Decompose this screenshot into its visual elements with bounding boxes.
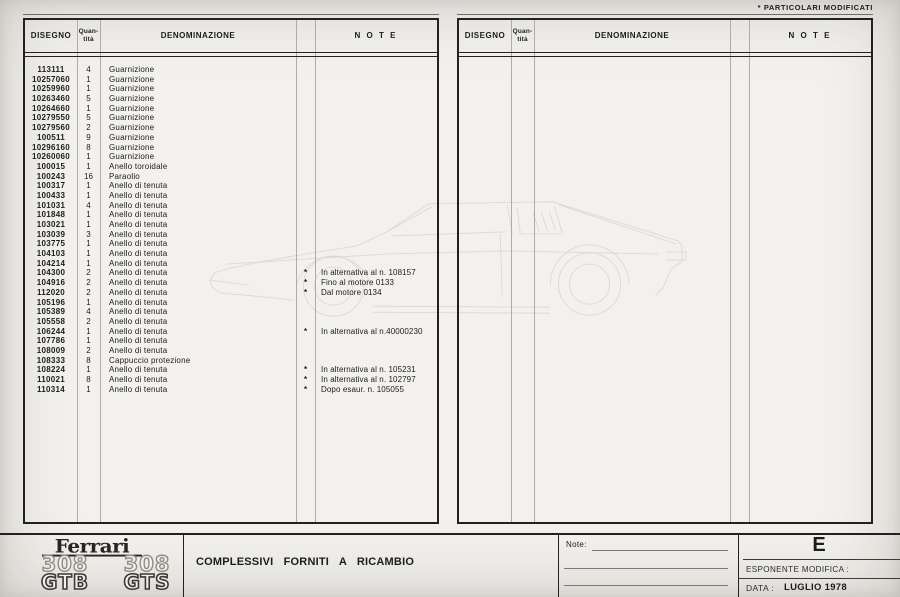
part-denomination: Anello di tenuta	[109, 316, 168, 326]
part-note	[315, 75, 437, 85]
part-number: 112020	[36, 287, 66, 297]
part-note	[315, 143, 437, 153]
table-row	[25, 385, 437, 395]
part-note: In alternativa al n. 105231	[321, 365, 416, 375]
modified-marker	[296, 84, 315, 94]
table-row	[25, 65, 437, 75]
part-number: 101031	[36, 200, 66, 210]
table-header	[459, 20, 871, 53]
part-number: 107786	[36, 336, 66, 346]
part-note	[315, 152, 437, 162]
table-row	[25, 346, 437, 356]
note-blank-line	[564, 585, 728, 586]
table-row	[25, 249, 437, 259]
part-number: 10259960	[32, 84, 70, 94]
modified-marker	[296, 298, 315, 308]
part-note: Dal motore 0134	[321, 287, 382, 297]
part-number: 104300	[36, 268, 66, 278]
part-denomination: Anello di tenuta	[109, 287, 168, 297]
part-denomination: Anello toroidale	[109, 161, 168, 171]
part-number: 104214	[36, 258, 66, 268]
part-number: 10296160	[32, 142, 70, 152]
modified-marker	[296, 239, 315, 249]
note-blank-line	[564, 568, 728, 569]
table-row	[25, 356, 437, 366]
esponente-modifica-label: ESPONENTE MODIFICA :	[746, 564, 850, 574]
part-number: 10257060	[32, 74, 70, 84]
table-row	[25, 317, 437, 327]
modified-marker	[296, 162, 315, 172]
table-row	[25, 133, 437, 143]
part-denomination: Guarnizione	[109, 132, 155, 142]
part-quantity: 1	[86, 239, 91, 249]
part-quantity: 1	[86, 74, 91, 84]
modified-marker	[296, 113, 315, 123]
part-note	[315, 346, 437, 356]
part-quantity: 2	[86, 287, 91, 297]
table-row	[25, 84, 437, 94]
part-note	[315, 162, 437, 172]
part-quantity: 1	[86, 336, 91, 346]
part-denomination: Guarnizione	[109, 65, 155, 74]
part-quantity: 4	[86, 200, 91, 210]
part-number: 110314	[36, 384, 66, 394]
table-row	[25, 268, 437, 278]
part-denomination: Guarnizione	[109, 152, 155, 162]
page-title: COMPLESSIVI FORNITI A RICAMBIO	[196, 556, 415, 568]
modified-marker: *	[303, 287, 308, 297]
table-row	[25, 259, 437, 269]
part-number: 100511	[36, 132, 66, 142]
part-quantity: 1	[86, 220, 91, 229]
part-quantity: 1	[86, 103, 91, 113]
part-quantity: 2	[86, 123, 91, 133]
header-denominazione: DENOMINAZIONE	[160, 31, 236, 40]
part-denomination: Anello di tenuta	[109, 239, 168, 249]
part-denomination: Anello di tenuta	[109, 258, 168, 268]
exponent-divider	[743, 559, 900, 560]
part-denomination: Anello di tenuta	[109, 278, 168, 288]
modified-marker	[296, 104, 315, 114]
part-note	[315, 298, 437, 308]
modified-marker	[296, 65, 315, 75]
part-quantity: 1	[86, 365, 91, 375]
part-denomination: Anello di tenuta	[109, 307, 168, 317]
part-quantity: 5	[86, 113, 91, 123]
part-denomination: Anello di tenuta	[109, 200, 168, 210]
modified-marker	[296, 201, 315, 211]
part-note	[315, 84, 437, 94]
part-denomination: Anello di tenuta	[109, 326, 168, 336]
modified-marker	[296, 181, 315, 191]
table-row	[25, 152, 437, 162]
header-quantita: Quan- tità	[512, 28, 533, 43]
modified-marker	[296, 143, 315, 153]
part-note: In alternativa al n. 108157	[321, 268, 416, 278]
modified-marker: *	[303, 268, 308, 278]
modified-marker: *	[303, 278, 308, 288]
part-denomination: Cappuccio protezione	[109, 355, 191, 365]
part-number: 103021	[36, 220, 66, 229]
part-denomination: Anello di tenuta	[109, 345, 168, 355]
part-quantity: 16	[84, 171, 93, 181]
modified-marker: *	[303, 375, 308, 384]
part-denomination: Anello di tenuta	[109, 181, 168, 191]
part-denomination: Guarnizione	[109, 113, 155, 123]
part-quantity: 8	[86, 355, 91, 365]
part-quantity: 1	[86, 210, 91, 220]
modified-marker	[296, 172, 315, 182]
table-row	[25, 278, 437, 288]
part-note	[315, 172, 437, 182]
part-quantity: 1	[86, 84, 91, 94]
part-note	[315, 104, 437, 114]
part-denomination: Guarnizione	[109, 94, 155, 104]
part-number: 105389	[36, 307, 66, 317]
part-note	[315, 336, 437, 346]
modified-marker	[296, 336, 315, 346]
part-denomination: Paraolio	[109, 171, 140, 181]
part-quantity: 3	[86, 229, 91, 239]
table-row	[25, 230, 437, 240]
header-disegno: DISEGNO	[464, 31, 506, 40]
modified-marker: *	[303, 326, 308, 336]
part-number: 100317	[36, 181, 66, 191]
part-note	[315, 191, 437, 201]
part-note: Dopo esaur. n. 105055	[321, 384, 405, 394]
part-note	[315, 113, 437, 123]
part-number: 108333	[36, 355, 66, 365]
modified-marker	[296, 152, 315, 162]
header-note: N O T E	[354, 31, 398, 40]
part-note	[315, 259, 437, 269]
part-number: 108009	[36, 345, 66, 355]
part-number: 108224	[36, 365, 66, 375]
part-denomination: Anello di tenuta	[109, 297, 168, 307]
part-denomination: Guarnizione	[109, 142, 155, 152]
modified-marker	[296, 307, 315, 317]
part-note	[315, 317, 437, 327]
part-note	[315, 133, 437, 143]
part-denomination: Guarnizione	[109, 103, 155, 113]
part-quantity: 2	[86, 268, 91, 278]
footer-divider	[558, 535, 559, 597]
part-denomination: Anello di tenuta	[109, 229, 168, 239]
table-row	[25, 327, 437, 337]
part-number: 10279560	[32, 123, 70, 133]
table-row	[25, 210, 437, 220]
modified-marker	[296, 230, 315, 240]
modified-marker	[296, 346, 315, 356]
part-denomination: Guarnizione	[109, 123, 155, 133]
table-row	[25, 172, 437, 182]
part-number: 100433	[36, 190, 66, 200]
part-quantity: 4	[86, 65, 91, 74]
header-disegno: DISEGNO	[30, 31, 72, 40]
left-table-body	[25, 57, 437, 394]
part-number: 110021	[36, 375, 66, 384]
part-denomination: Anello di tenuta	[109, 268, 168, 278]
part-number: 103775	[36, 239, 66, 249]
modified-marker	[296, 75, 315, 85]
header-note: N O T E	[788, 31, 832, 40]
table-row	[25, 365, 437, 375]
table-row	[25, 113, 437, 123]
part-note	[315, 94, 437, 104]
part-number: 10263460	[32, 94, 70, 104]
part-note	[315, 356, 437, 366]
table-row	[25, 94, 437, 104]
part-note	[315, 181, 437, 191]
modified-marker	[296, 259, 315, 269]
right-table-body	[459, 57, 871, 65]
table-header	[25, 20, 437, 53]
part-quantity: 1	[86, 297, 91, 307]
table-row	[25, 123, 437, 133]
header-quantita: Quan- tità	[78, 28, 99, 43]
exponent-letter: E	[812, 534, 826, 556]
table-row	[25, 201, 437, 211]
part-denomination: Anello di tenuta	[109, 190, 168, 200]
part-number: 105196	[36, 297, 66, 307]
part-denomination: Anello di tenuta	[109, 220, 168, 229]
part-denomination: Anello di tenuta	[109, 384, 168, 394]
part-quantity: 2	[86, 316, 91, 326]
data-divider	[738, 578, 900, 579]
modified-marker	[296, 94, 315, 104]
table-row	[25, 336, 437, 346]
modified-marker	[296, 249, 315, 259]
part-quantity: 1	[86, 326, 91, 336]
part-number: 10279550	[32, 113, 70, 123]
part-note: In alternativa al n.40000230	[321, 326, 423, 336]
part-note	[315, 249, 437, 259]
part-denomination: Anello di tenuta	[109, 375, 168, 384]
part-quantity: 1	[86, 258, 91, 268]
part-quantity: 1	[86, 190, 91, 200]
table-row	[25, 143, 437, 153]
part-quantity: 1	[86, 181, 91, 191]
data-value: LUGLIO 1978	[784, 582, 847, 593]
table-row	[25, 239, 437, 249]
table-row	[25, 75, 437, 85]
part-quantity: 5	[86, 94, 91, 104]
part-note	[315, 65, 437, 75]
part-note	[315, 201, 437, 211]
part-number: 100243	[36, 171, 66, 181]
modified-marker: *	[303, 365, 308, 375]
ferrari-logo: Ferrari	[42, 538, 142, 556]
modified-marker	[296, 123, 315, 133]
badge-308-gts: 308 GTS	[123, 552, 171, 594]
table-row	[25, 162, 437, 172]
modified-marker	[296, 220, 315, 230]
part-number: 106244	[36, 326, 66, 336]
part-note: Fino al motore 0133	[321, 278, 395, 288]
column-divider	[749, 20, 750, 522]
table-row	[25, 288, 437, 298]
table-row	[25, 191, 437, 201]
part-note: In alternativa al n. 102797	[321, 375, 416, 384]
table-row	[25, 220, 437, 230]
part-number: 104103	[36, 249, 66, 259]
parts-table-left	[23, 18, 439, 524]
part-quantity: 9	[86, 132, 91, 142]
part-quantity: 1	[86, 249, 91, 259]
part-number: 10260060	[32, 152, 70, 162]
part-quantity: 8	[86, 142, 91, 152]
part-number: 101848	[36, 210, 66, 220]
part-denomination: Guarnizione	[109, 84, 155, 94]
modified-marker	[296, 356, 315, 366]
part-number: 100015	[36, 161, 66, 171]
note-label: Note:	[566, 540, 587, 549]
modified-marker	[296, 133, 315, 143]
parts-table-right	[457, 18, 873, 524]
part-note	[315, 307, 437, 317]
modified-marker: *	[303, 384, 308, 394]
part-denomination: Anello di tenuta	[109, 249, 168, 259]
column-divider	[511, 20, 512, 522]
part-number: 10264660	[32, 103, 70, 113]
table-row	[25, 307, 437, 317]
part-note	[315, 220, 437, 230]
part-denomination: Anello di tenuta	[109, 365, 168, 375]
part-quantity: 1	[86, 384, 91, 394]
modified-marker	[296, 210, 315, 220]
table-row	[25, 298, 437, 308]
data-label: DATA :	[746, 583, 775, 593]
header-denominazione: DENOMINAZIONE	[594, 31, 670, 40]
table-row	[25, 181, 437, 191]
part-note	[315, 210, 437, 220]
part-denomination: Anello di tenuta	[109, 210, 168, 220]
modified-marker	[296, 191, 315, 201]
modified-marker	[296, 317, 315, 327]
table-row	[25, 104, 437, 114]
note-blank-line	[592, 550, 728, 551]
part-number: 104916	[36, 278, 66, 288]
part-denomination: Anello di tenuta	[109, 336, 168, 346]
modified-parts-note: * PARTICOLARI MODIFICATI	[757, 3, 873, 12]
column-divider	[730, 20, 731, 522]
part-note	[315, 230, 437, 240]
part-number: 105558	[36, 316, 66, 326]
part-quantity: 8	[86, 375, 91, 384]
part-note	[315, 239, 437, 249]
badge-308-gtb: 308 GTB	[41, 552, 89, 594]
part-quantity: 1	[86, 161, 91, 171]
part-quantity: 2	[86, 345, 91, 355]
column-divider	[534, 20, 535, 522]
part-number: 113111	[37, 65, 65, 74]
part-quantity: 1	[86, 152, 91, 162]
part-quantity: 2	[86, 278, 91, 288]
part-number: 103039	[36, 229, 66, 239]
part-denomination: Guarnizione	[109, 74, 155, 84]
table-row	[25, 375, 437, 385]
part-quantity: 4	[86, 307, 91, 317]
part-note	[315, 123, 437, 133]
